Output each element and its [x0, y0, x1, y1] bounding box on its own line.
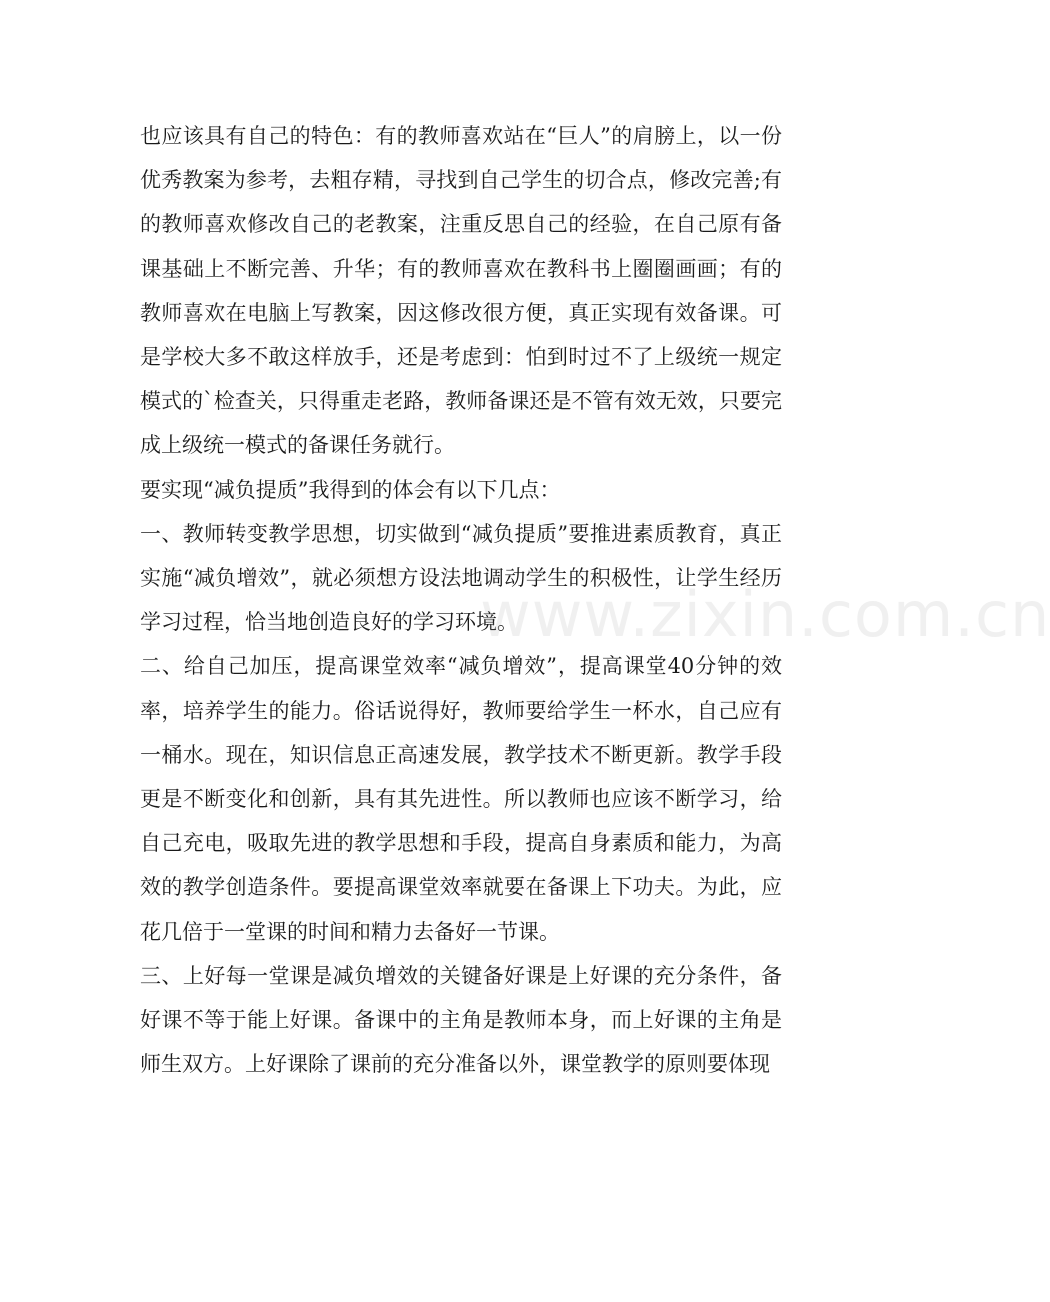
- paragraph-point-one: 一、教师转变教学思想，切实做到“减负提质”要推进素质教育，真正实施“减负增效”，就必须想方设法地调动学生的积极性，让学生经历学习过程，恰当地创造良好的学习环境。: [140, 521, 782, 635]
- paragraph-summary-heading: 要实现“减负提质”我得到的体会有以下几点：: [140, 477, 561, 502]
- body-text: [140, 114, 782, 1086]
- paragraph-point-three: 三、上好每一堂课是减负增效的关键备好课是上好课的充分条件，备好课不等于能上好课。备课中的主角是教师本身，而上好课的主角是师生双方。上好课除了课前的充分准备以外，课堂教学的原则要体现: [140, 963, 782, 1077]
- paragraph-point-two: 二、给自己加压，提高课堂效率“减负增效”，提高课堂40分钟的效率，培养学生的能力。俗话说得好，教师要给学生一杯水，自己应有一桶水。现在，知识信息正高速发展，教学技术不断更新。教学手段更是不断变化和创新，具有其先进性。所以教师也应该不断学习，给自己充电，吸取先进的教学思想和手段，提高自身素质和能力，为高效的教学创造条件。要提高课堂效率就要在备课上下功夫。为此，应花几倍于一堂课的时间和精力去备好一节课。: [140, 654, 782, 944]
- paragraph-intro-continued: 也应该具有自己的特色：有的教师喜欢站在“巨人”的肩膀上，以一份优秀教案为参考，去粗存精，寻找到自己学生的切合点，修改完善;有的教师喜欢修改自己的老教案，注重反思自己的经验，在自己原有备课基础上不断完善、升华；有的教师喜欢在教科书上圈圈画画；有的教师喜欢在电脑上写教案，因这修改很方便，真正实现有效备课。可是学校大多不敢这样放手，还是考虑到：怕到时过不了上级统一规定模式的`检查关，只得重走老路，教师备课还是不管有效无效，只要完成上级统一模式的备课任务就行。: [140, 124, 782, 458]
- watermark-text: www.zixin.com.cn: [480, 578, 1050, 651]
